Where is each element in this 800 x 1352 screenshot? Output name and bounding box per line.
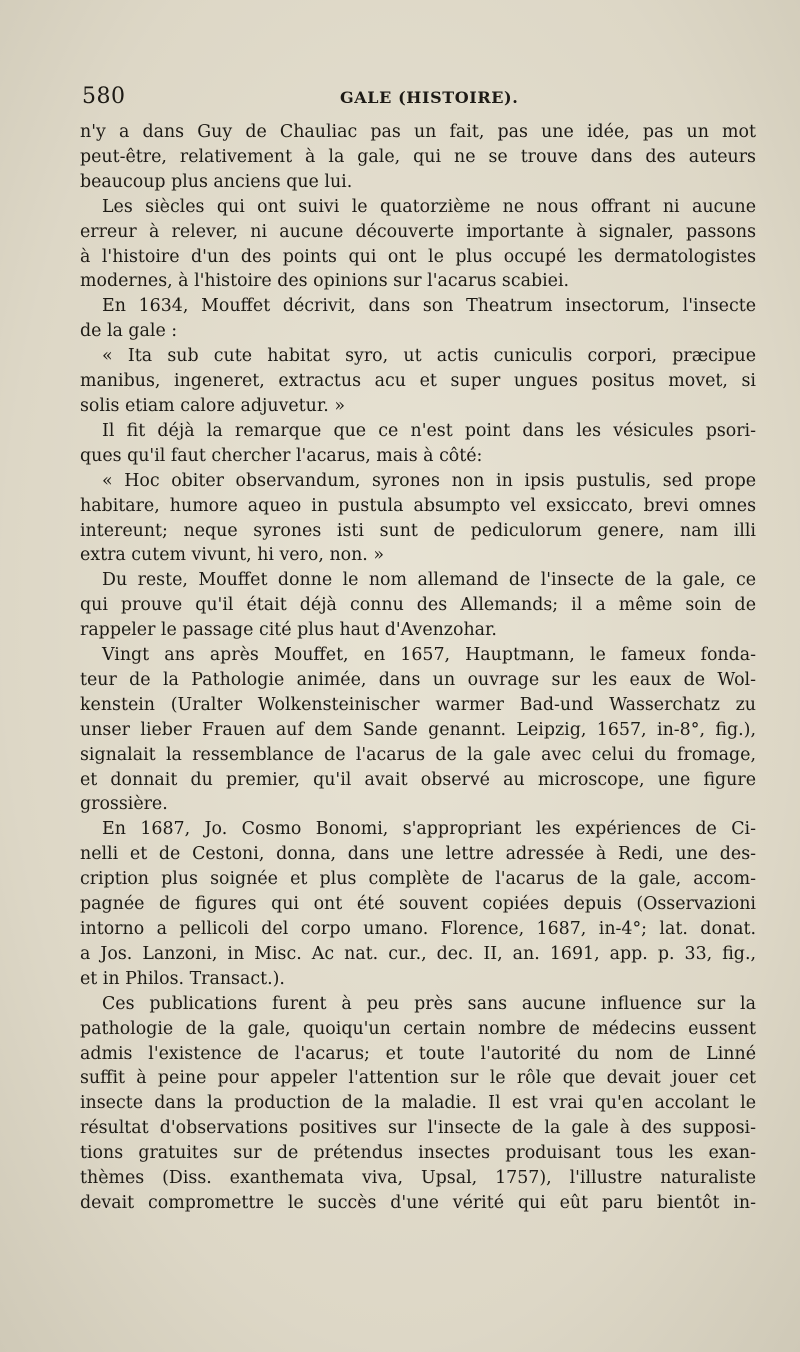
text-line: insecte dans la production de la maladie. Il est vrai qu'en accolant le xyxy=(80,1093,756,1114)
text-line: tions gratuites sur de prétendus insectes produisant tous les exan- xyxy=(80,1143,756,1164)
quote-line: manibus, ingeneret, extractus acu et super ungues positus movet, si xyxy=(80,371,756,392)
text-line: En 1634, Mouffet décrivit, dans son Theatrum insectorum, l'insecte xyxy=(102,296,756,317)
text-line: thèmes (Diss. exanthemata viva, Upsal, 1757), l'illustre naturaliste xyxy=(80,1168,756,1189)
text-line: admis l'existence de l'acarus; et toute l'autorité du nom de Linné xyxy=(80,1043,756,1064)
text-line: n'y a dans Guy de Chauliac pas un fait, pas une idée, pas un mot xyxy=(80,122,756,142)
text-line: grossière. xyxy=(80,794,168,815)
text-line: En 1687, Jo. Cosmo Bonomi, s'appropriant les expériences de Ci- xyxy=(102,819,756,840)
text-line: de la gale : xyxy=(80,321,178,342)
text-line: kenstein (Uralter Wolkensteinischer warmer Bad-und Wasserchatz zu xyxy=(80,694,756,715)
text-line: intorno a pellicoli del corpo umano. Florence, 1687, in-4°; lat. donat. xyxy=(80,919,756,939)
quote-line: intereunt; neque syrones isti sunt de pediculorum genere, nam illi xyxy=(80,520,756,541)
text-line: unser lieber Frauen auf dem Sande genannt. Leipzig, 1657, in-8°, fig.), xyxy=(80,719,756,740)
running-title: GALE (HISTOIRE). xyxy=(340,88,519,107)
text-line: cription plus soignée et plus complète de l'acarus de la gale, accom- xyxy=(80,869,756,890)
text-line: suffit à peine pour appeler l'attention sur le rôle que devait jouer cet xyxy=(80,1068,756,1089)
text-line: et in Philos. Transact.). xyxy=(80,968,285,989)
quote-line: habitare, humore aqueo in pustula absumpto vel exsiccato, brevi omnes xyxy=(80,495,756,516)
text-line: Du reste, Mouffet donne le nom allemand de l'insecte de la gale, ce xyxy=(102,570,756,591)
text-line: Ces publications furent à peu près sans aucune influence sur la xyxy=(102,993,756,1014)
page-header xyxy=(82,84,754,114)
text-line: devait compromettre le succès d'une vérité qui eût paru bientôt in- xyxy=(80,1192,756,1213)
text-line: signalait la ressemblance de l'acarus de la gale avec celui du fromage, xyxy=(80,744,756,765)
text-line: Il fit déjà la remarque que ce n'est point dans les vésicules psori- xyxy=(102,420,756,441)
text-line: erreur à relever, ni aucune découverte importante à signaler, passons xyxy=(80,221,756,242)
text-line: modernes, à l'histoire des opinions sur l'acarus scabiei. xyxy=(80,271,570,292)
text-line: beaucoup plus anciens que lui. xyxy=(80,171,353,192)
text-line: teur de la Pathologie animée, dans un ouvrage sur les eaux de Wol- xyxy=(80,669,756,690)
text-line: a Jos. Lanzoni, in Misc. Ac nat. cur., dec. II, an. 1691, app. p. 33, fig., xyxy=(80,943,756,964)
quote-line: « Hoc obiter observandum, syrones non in ipsis pustulis, sed prope xyxy=(102,470,756,491)
text-line: Les siècles qui ont suivi le quatorzième ne nous offrant ni aucune xyxy=(102,196,756,217)
text-line: peut-être, relativement à la gale, qui ne se trouve dans des auteurs xyxy=(80,146,756,167)
page-body xyxy=(80,120,756,1216)
text-line: Vingt ans après Mouffet, en 1657, Hauptmann, le fameux fonda- xyxy=(102,645,756,666)
text-line: pagnée de figures qui ont été souvent copiées depuis (Osservazioni xyxy=(80,894,756,915)
quote-line: extra cutem vivunt, hi vero, non. » xyxy=(80,545,385,566)
quote-line: « Ita sub cute habitat syro, ut actis cuniculis corpori, præcipue xyxy=(102,346,756,367)
text-line: nelli et de Cestoni, donna, dans une lettre adressée à Redi, une des- xyxy=(80,844,756,865)
text-line: rappeler le passage cité plus haut d'Avenzohar. xyxy=(80,620,497,641)
text-line: ques qu'il faut chercher l'acarus, mais à côté: xyxy=(80,445,483,466)
text-line: résultat d'observations positives sur l'insecte de la gale à des supposi- xyxy=(80,1118,756,1139)
text-line: qui prouve qu'il était déjà connu des Allemands; il a même soin de xyxy=(80,595,756,616)
text-line: pathologie de la gale, quoiqu'un certain nombre de médecins eussent xyxy=(80,1018,756,1039)
page-number: 580 xyxy=(82,84,126,109)
quote-line: solis etiam calore adjuvetur. » xyxy=(80,395,345,416)
text-line: à l'histoire d'un des points qui ont le plus occupé les dermatologistes xyxy=(80,246,756,267)
text-line: et donnait du premier, qu'il avait observé au microscope, une figure xyxy=(80,769,756,790)
